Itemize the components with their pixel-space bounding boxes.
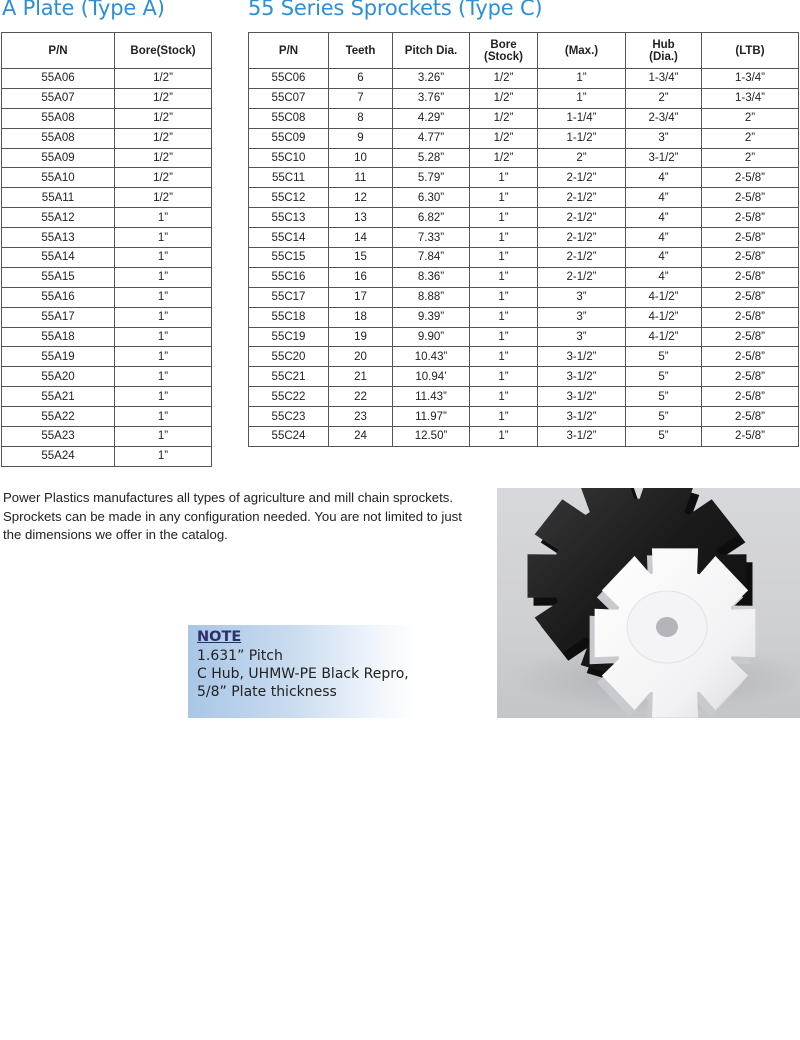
note-line-material: C Hub, UHMW-PE Black Repro, [197,666,409,682]
table-cell: 10.94’ [393,367,470,387]
table-row [249,128,799,148]
table-cell: 55A20 [2,367,115,387]
table-cell: 1/2” [470,148,538,168]
table-row [249,267,799,287]
table-cell: 7 [329,88,393,108]
table-cell: 1” [115,407,212,427]
table-cell: 55A09 [2,148,115,168]
table-cell: 1” [115,307,212,327]
table-cell: 4” [626,267,702,287]
table-row [249,427,799,447]
table-cell: 2-5/8” [702,188,799,208]
table-cell: 6.30” [393,188,470,208]
table-cell: 1/2” [115,69,212,89]
table-cell: 1/2” [115,188,212,208]
table-cell: 13 [329,208,393,228]
table-cell: 5.28” [393,148,470,168]
table-cell: 16 [329,267,393,287]
table-row [249,327,799,347]
table-cell: 4” [626,168,702,188]
table-cell: 4.77” [393,128,470,148]
table-cell: 6.82” [393,208,470,228]
table-row [2,307,212,327]
table-row [249,69,799,89]
table-cell: 9 [329,128,393,148]
table-cell: 2-5/8” [702,367,799,387]
table-cell: 1” [115,208,212,228]
table-row [249,347,799,367]
table-cell: 4” [626,248,702,268]
table-row [2,267,212,287]
table-cell: 7.33” [393,228,470,248]
table-cell: 1” [115,267,212,287]
table-cell: 3” [538,287,626,307]
table-cell: 55A22 [2,407,115,427]
table-cell: 2-5/8” [702,168,799,188]
table-cell: 1” [115,347,212,367]
table-row [249,188,799,208]
table-cell: 1” [470,367,538,387]
table-cell: 1/2” [115,88,212,108]
table-cell: 3” [538,307,626,327]
table-cell: 2-5/8” [702,287,799,307]
column-header: Pitch Dia. [393,33,470,69]
table-row [249,287,799,307]
table-cell: 55C06 [249,69,329,89]
table-row [2,387,212,407]
table-row [249,168,799,188]
sprocket-illustration [497,488,800,718]
table-cell: 1-3/4” [626,69,702,89]
table-cell: 55A10 [2,168,115,188]
table-cell: 1” [470,248,538,268]
table-cell: 1” [115,248,212,268]
table-cell: 5” [626,407,702,427]
column-header: Teeth [329,33,393,69]
table-cell: 5” [626,347,702,367]
table-row [249,387,799,407]
table-cell: 1” [470,307,538,327]
table-cell: 8.88” [393,287,470,307]
table-cell: 2” [702,108,799,128]
table-row [2,446,212,466]
table-cell: 2-5/8” [702,248,799,268]
table-cell: 1/2” [115,168,212,188]
column-header: (LTB) [702,33,799,69]
table-cell: 55A11 [2,188,115,208]
table-cell: 1” [470,387,538,407]
table-cell: 2-5/8” [702,327,799,347]
note-line-thickness: 5/8” Plate thickness [197,684,337,700]
column-header: Hub (Dia.) [626,33,702,69]
table-cell: 55A21 [2,387,115,407]
table-row [249,367,799,387]
table-row [249,148,799,168]
table-cell: 12.50” [393,427,470,447]
table-cell: 8 [329,108,393,128]
table-row [249,88,799,108]
table-row [2,208,212,228]
table-row [2,168,212,188]
table-cell: 18 [329,307,393,327]
table-row [2,88,212,108]
table-cell: 21 [329,367,393,387]
table-cell: 11 [329,168,393,188]
bore-hole-shape [656,617,678,637]
table-cell: 2-1/2” [538,188,626,208]
table-cell: 20 [329,347,393,367]
table-cell: 24 [329,427,393,447]
table-row [249,108,799,128]
table-cell: 2-5/8” [702,208,799,228]
table-cell: 2-3/4” [626,108,702,128]
table-cell: 1/2” [470,69,538,89]
table-cell: 1-1/2” [538,128,626,148]
table-cell: 1” [470,168,538,188]
table-cell: 3-1/2” [538,367,626,387]
table-cell: 55A16 [2,287,115,307]
table-cell: 55A18 [2,327,115,347]
table-row [249,307,799,327]
table-cell: 5.79” [393,168,470,188]
note-box [188,625,416,718]
table-cell: 1” [115,287,212,307]
table-cell: 8.36” [393,267,470,287]
table-cell: 5” [626,427,702,447]
table-cell: 2-5/8” [702,427,799,447]
table-row [2,427,212,447]
table-cell: 55A07 [2,88,115,108]
table-cell: 15 [329,248,393,268]
table-cell: 2-1/2” [538,168,626,188]
table-row [2,69,212,89]
note-line-pitch: 1.631” Pitch [197,648,283,664]
table-cell: 1” [115,228,212,248]
table-cell: 1” [115,427,212,447]
type-c-title: 55 Series Sprockets (Type C) [248,0,543,20]
table-cell: 55C08 [249,108,329,128]
table-cell: 1” [470,407,538,427]
table-cell: 55C11 [249,168,329,188]
table-cell: 3” [538,327,626,347]
sprocket-photo [497,488,800,718]
table-cell: 1” [470,267,538,287]
table-cell: 55C15 [249,248,329,268]
table-cell: 1” [470,327,538,347]
type-a-table [1,32,212,467]
column-header: Bore(Stock) [115,33,212,69]
table-cell: 3” [626,128,702,148]
table-cell: 55C20 [249,347,329,367]
table-cell: 1/2” [115,148,212,168]
note-title: NOTE [197,629,242,645]
table-row [2,148,212,168]
table-row [249,248,799,268]
table-cell: 2” [626,88,702,108]
table-cell: 55C19 [249,327,329,347]
table-row [2,327,212,347]
table-cell: 17 [329,287,393,307]
column-header: P/N [2,33,115,69]
table-cell: 55C07 [249,88,329,108]
table-row [2,108,212,128]
table-cell: 14 [329,228,393,248]
table-cell: 55C16 [249,267,329,287]
table-cell: 2” [538,148,626,168]
table-cell: 2-5/8” [702,347,799,367]
table-cell: 9.90” [393,327,470,347]
table-cell: 3-1/2” [538,347,626,367]
table-row [2,128,212,148]
table-cell: 5” [626,367,702,387]
table-row [2,228,212,248]
table-cell: 5” [626,387,702,407]
table-cell: 23 [329,407,393,427]
table-cell: 1” [115,387,212,407]
table-cell: 2” [702,148,799,168]
table-cell: 55A15 [2,267,115,287]
table-cell: 4-1/2” [626,287,702,307]
type-c-table [248,32,799,447]
table-cell: 12 [329,188,393,208]
table-cell: 1” [470,208,538,228]
table-cell: 1-3/4” [702,69,799,89]
table-cell: 55C10 [249,148,329,168]
table-cell: 7.84” [393,248,470,268]
table-cell: 55A13 [2,228,115,248]
table-cell: 55A12 [2,208,115,228]
table-header-row [2,33,212,69]
table-cell: 1-1/4” [538,108,626,128]
table-cell: 4” [626,208,702,228]
table-cell: 55A08 [2,108,115,128]
table-cell: 1” [470,427,538,447]
table-cell: 3-1/2” [538,407,626,427]
table-cell: 55A24 [2,446,115,466]
table-cell: 2-1/2” [538,208,626,228]
table-cell: 6 [329,69,393,89]
table-cell: 2” [702,128,799,148]
table-row [249,407,799,427]
table-cell: 55C24 [249,427,329,447]
table-cell: 55A19 [2,347,115,367]
table-cell: 4-1/2” [626,307,702,327]
table-cell: 11.97” [393,407,470,427]
table-row [2,287,212,307]
table-cell: 55C18 [249,307,329,327]
table-cell: 4-1/2” [626,327,702,347]
table-cell: 1/2” [470,88,538,108]
table-cell: 3.76” [393,88,470,108]
table-cell: 4.29” [393,108,470,128]
table-cell: 2-5/8” [702,228,799,248]
table-cell: 1” [115,446,212,466]
table-cell: 2-5/8” [702,407,799,427]
table-cell: 55C21 [249,367,329,387]
table-cell: 55A06 [2,69,115,89]
table-row [249,208,799,228]
table-cell: 3-1/2” [626,148,702,168]
table-cell: 11.43” [393,387,470,407]
table-cell: 1” [115,327,212,347]
table-row [2,248,212,268]
table-cell: 55A23 [2,427,115,447]
column-header: (Max.) [538,33,626,69]
table-cell: 1-3/4” [702,88,799,108]
table-row [2,367,212,387]
table-row [2,407,212,427]
table-cell: 3-1/2” [538,387,626,407]
column-header: P/N [249,33,329,69]
table-cell: 3.26” [393,69,470,89]
table-cell: 1” [115,367,212,387]
table-cell: 4” [626,228,702,248]
table-cell: 2-1/2” [538,248,626,268]
table-cell: 9.39” [393,307,470,327]
table-cell: 1/2” [470,108,538,128]
table-cell: 3-1/2” [538,427,626,447]
table-cell: 2-1/2” [538,228,626,248]
table-cell: 10 [329,148,393,168]
table-cell: 55C13 [249,208,329,228]
table-cell: 22 [329,387,393,407]
table-cell: 1” [470,347,538,367]
table-row [2,347,212,367]
table-cell: 19 [329,327,393,347]
table-cell: 55C09 [249,128,329,148]
table-header-row [249,33,799,69]
table-row [249,228,799,248]
table-cell: 55C14 [249,228,329,248]
table-cell: 10.43” [393,347,470,367]
table-cell: 1/2” [470,128,538,148]
column-header: Bore (Stock) [470,33,538,69]
table-cell: 1/2” [115,128,212,148]
table-cell: 1” [470,188,538,208]
table-cell: 1” [538,69,626,89]
table-cell: 55C12 [249,188,329,208]
table-cell: 2-5/8” [702,267,799,287]
table-cell: 2-5/8” [702,307,799,327]
table-cell: 2-5/8” [702,387,799,407]
table-cell: 55A08 [2,128,115,148]
table-cell: 55C22 [249,387,329,407]
table-cell: 55A14 [2,248,115,268]
table-cell: 1/2” [115,108,212,128]
table-cell: 55C23 [249,407,329,427]
table-cell: 55A17 [2,307,115,327]
table-cell: 55C17 [249,287,329,307]
table-cell: 1” [470,228,538,248]
table-row [2,188,212,208]
table-cell: 4” [626,188,702,208]
table-cell: 2-1/2” [538,267,626,287]
type-a-title: A Plate (Type A) [2,0,165,20]
description-text: Power Plastics manufactures all types of agriculture and mill chain sprockets. Sprockets can be made in any configuration needed. You are not limited to just the dimensions we offer in the catalog. [3,490,462,542]
table-cell: 1” [538,88,626,108]
table-cell: 1” [470,287,538,307]
